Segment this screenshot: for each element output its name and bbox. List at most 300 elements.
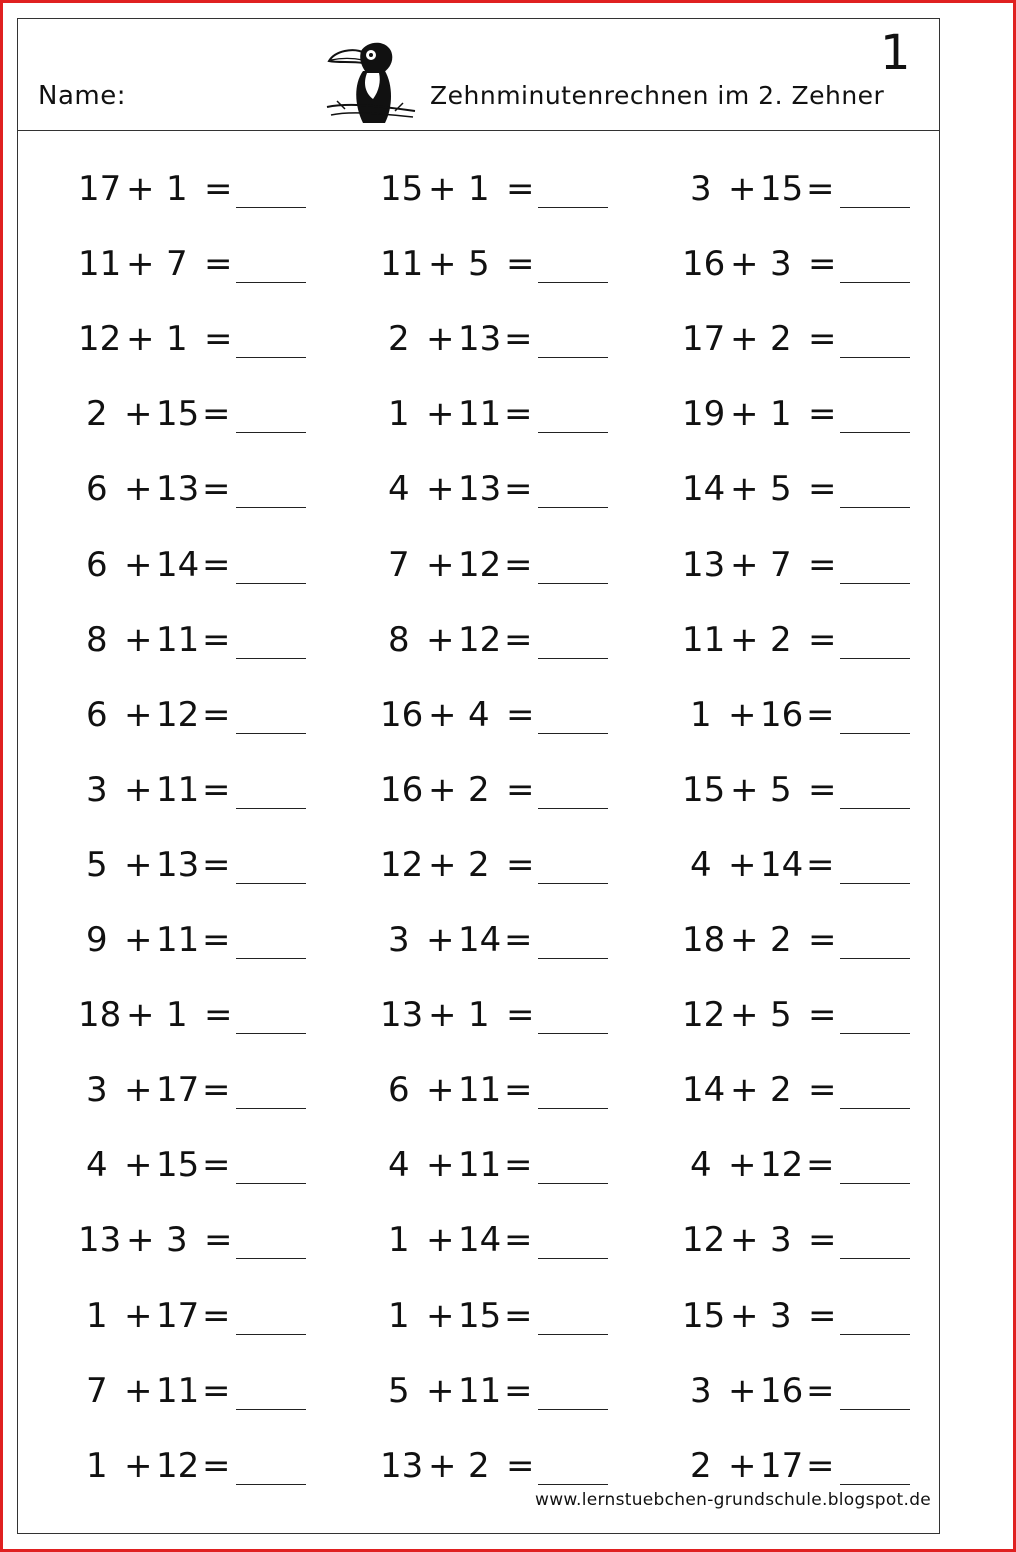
answer-line[interactable] <box>538 658 608 659</box>
equals-sign: = <box>202 769 231 810</box>
page-number: 1 <box>880 25 911 81</box>
equals-sign: = <box>504 1295 533 1336</box>
plus-sign: + <box>730 769 759 810</box>
first-addend: 12 <box>78 319 122 360</box>
exercise-item <box>380 244 620 284</box>
plus-sign: + <box>426 619 455 660</box>
plus-sign: + <box>124 544 153 585</box>
answer-line[interactable] <box>840 1033 910 1034</box>
first-addend: 15 <box>682 1295 726 1336</box>
equals-sign: = <box>204 995 233 1036</box>
exercise-item <box>682 695 922 735</box>
exercise-item <box>682 319 922 359</box>
exercise-item <box>380 1220 620 1260</box>
first-addend: 13 <box>78 1220 122 1261</box>
first-addend: 16 <box>380 769 424 810</box>
plus-sign: + <box>426 1370 455 1411</box>
second-addend: 15 <box>156 394 200 435</box>
second-addend: 14 <box>760 844 804 885</box>
first-addend: 11 <box>682 619 726 660</box>
answer-line[interactable] <box>236 282 306 283</box>
second-addend: 5 <box>770 469 792 510</box>
answer-line[interactable] <box>840 1409 910 1410</box>
exercise-item <box>78 1371 318 1411</box>
first-addend: 2 <box>86 394 108 435</box>
equals-sign: = <box>506 694 535 735</box>
plus-sign: + <box>730 1220 759 1261</box>
equals-sign: = <box>506 995 535 1036</box>
equals-sign: = <box>506 844 535 885</box>
first-addend: 3 <box>388 920 410 960</box>
second-addend: 11 <box>156 769 200 810</box>
first-addend: 9 <box>86 920 108 960</box>
plus-sign: + <box>730 995 759 1036</box>
first-addend: 16 <box>682 244 726 285</box>
answer-line[interactable] <box>840 1183 910 1184</box>
plus-sign: + <box>426 319 455 360</box>
first-addend: 11 <box>380 244 424 285</box>
first-addend: 3 <box>86 1070 108 1111</box>
equals-sign: = <box>204 1220 233 1261</box>
exercise-item <box>682 1220 922 1260</box>
answer-line[interactable] <box>538 808 608 809</box>
answer-line[interactable] <box>538 1409 608 1410</box>
answer-line[interactable] <box>840 282 910 283</box>
answer-line[interactable] <box>840 1108 910 1109</box>
plus-sign: + <box>124 1445 153 1486</box>
exercise-item <box>78 770 318 810</box>
second-addend: 11 <box>458 1145 502 1186</box>
first-addend: 13 <box>380 1445 424 1486</box>
exercise-item <box>380 319 620 359</box>
answer-line[interactable] <box>236 1258 306 1259</box>
equals-sign: = <box>202 394 231 435</box>
answer-line[interactable] <box>236 733 306 734</box>
plus-sign: + <box>728 1370 757 1411</box>
answer-line[interactable] <box>236 883 306 884</box>
answer-line[interactable] <box>840 432 910 433</box>
equals-sign: = <box>202 619 231 660</box>
equals-sign: = <box>506 169 535 209</box>
exercise-item <box>380 620 620 660</box>
answer-line[interactable] <box>538 583 608 584</box>
equals-sign: = <box>202 1070 231 1111</box>
answer-line[interactable] <box>538 357 608 358</box>
second-addend: 14 <box>458 920 502 960</box>
first-addend: 6 <box>86 694 108 735</box>
second-addend: 4 <box>468 694 490 735</box>
second-addend: 7 <box>166 244 188 285</box>
exercise-item <box>78 695 318 735</box>
first-addend: 11 <box>78 244 122 285</box>
answer-line[interactable] <box>236 507 306 508</box>
exercise-item <box>682 545 922 585</box>
answer-line[interactable] <box>840 357 910 358</box>
second-addend: 11 <box>458 1070 502 1111</box>
equals-sign: = <box>808 544 837 585</box>
answer-line[interactable] <box>840 1334 910 1335</box>
exercise-item <box>380 1446 620 1486</box>
plus-sign: + <box>126 1220 155 1261</box>
footer-url: www.lernstuebchen-grundschule.blogspot.de <box>535 1490 932 1510</box>
answer-line[interactable] <box>840 207 910 208</box>
equals-sign: = <box>202 1445 231 1486</box>
first-addend: 4 <box>388 1145 410 1186</box>
exercise-item <box>682 244 922 284</box>
second-addend: 12 <box>156 1445 200 1486</box>
second-addend: 3 <box>770 1295 792 1336</box>
answer-line[interactable] <box>236 958 306 959</box>
exercise-item <box>380 845 620 885</box>
answer-line[interactable] <box>840 1484 910 1485</box>
first-addend: 6 <box>86 469 108 510</box>
second-addend: 5 <box>770 995 792 1036</box>
equals-sign: = <box>504 544 533 585</box>
first-addend: 7 <box>388 544 410 585</box>
equals-sign: = <box>808 394 837 435</box>
first-addend: 16 <box>380 694 424 735</box>
first-addend: 4 <box>690 844 712 885</box>
equals-sign: = <box>202 1370 231 1411</box>
exercise-item <box>78 1070 318 1110</box>
second-addend: 11 <box>156 1370 200 1411</box>
second-addend: 7 <box>770 544 792 585</box>
equals-sign: = <box>202 694 231 735</box>
exercise-item <box>78 620 318 660</box>
exercise-item <box>682 920 922 960</box>
second-addend: 3 <box>770 244 792 285</box>
answer-line[interactable] <box>236 583 306 584</box>
plus-sign: + <box>124 694 153 735</box>
plus-sign: + <box>124 619 153 660</box>
answer-line[interactable] <box>538 1484 608 1485</box>
worksheet-title: Zehnminutenrechnen im 2. Zehner <box>430 81 885 110</box>
equals-sign: = <box>806 1445 835 1486</box>
first-addend: 3 <box>690 1370 712 1411</box>
answer-line[interactable] <box>236 808 306 809</box>
exercise-item <box>78 169 318 209</box>
plus-sign: + <box>124 469 153 510</box>
plus-sign: + <box>124 1370 153 1411</box>
exercise-item <box>78 1296 318 1336</box>
answer-line[interactable] <box>840 583 910 584</box>
answer-line[interactable] <box>236 658 306 659</box>
first-addend: 1 <box>690 694 712 735</box>
equals-sign: = <box>806 844 835 885</box>
equals-sign: = <box>504 1220 533 1261</box>
answer-line[interactable] <box>538 207 608 208</box>
exercise-item <box>78 1220 318 1260</box>
second-addend: 1 <box>468 995 490 1036</box>
first-addend: 3 <box>86 769 108 810</box>
first-addend: 4 <box>86 1145 108 1186</box>
plus-sign: + <box>124 1295 153 1336</box>
answer-line[interactable] <box>236 357 306 358</box>
toucan-icon <box>323 33 418 129</box>
plus-sign: + <box>730 1070 759 1111</box>
answer-line[interactable] <box>236 1334 306 1335</box>
equals-sign: = <box>808 244 837 285</box>
plus-sign: + <box>126 319 155 360</box>
second-addend: 2 <box>770 619 792 660</box>
answer-line[interactable] <box>538 958 608 959</box>
first-addend: 3 <box>690 169 712 209</box>
second-addend: 2 <box>468 769 490 810</box>
first-addend: 4 <box>690 1145 712 1186</box>
exercise-item <box>682 1070 922 1110</box>
first-addend: 14 <box>682 469 726 510</box>
plus-sign: + <box>124 394 153 435</box>
first-addend: 1 <box>388 1295 410 1336</box>
second-addend: 1 <box>468 169 490 209</box>
name-label: Name: <box>38 81 126 111</box>
plus-sign: + <box>426 1145 455 1186</box>
plus-sign: + <box>426 1295 455 1336</box>
plus-sign: + <box>728 844 757 885</box>
equals-sign: = <box>506 769 535 810</box>
second-addend: 3 <box>770 1220 792 1261</box>
exercise-item <box>682 770 922 810</box>
first-addend: 2 <box>388 319 410 360</box>
equals-sign: = <box>806 694 835 735</box>
first-addend: 1 <box>86 1445 108 1486</box>
first-addend: 6 <box>86 544 108 585</box>
answer-line[interactable] <box>840 1258 910 1259</box>
first-addend: 8 <box>86 619 108 660</box>
equals-sign: = <box>808 1220 837 1261</box>
second-addend: 11 <box>458 1370 502 1411</box>
plus-sign: + <box>426 469 455 510</box>
second-addend: 2 <box>770 319 792 360</box>
exercise-item <box>380 1070 620 1110</box>
exercise-item <box>682 1296 922 1336</box>
plus-sign: + <box>126 995 155 1036</box>
plus-sign: + <box>730 1295 759 1336</box>
equals-sign: = <box>808 619 837 660</box>
equals-sign: = <box>202 544 231 585</box>
second-addend: 17 <box>760 1445 804 1486</box>
equals-sign: = <box>808 1295 837 1336</box>
exercise-item <box>380 695 620 735</box>
plus-sign: + <box>728 1145 757 1186</box>
equals-sign: = <box>504 1145 533 1186</box>
second-addend: 16 <box>760 1370 804 1411</box>
equals-sign: = <box>202 1295 231 1336</box>
plus-sign: + <box>428 769 457 810</box>
exercise-item <box>380 1296 620 1336</box>
equals-sign: = <box>506 1445 535 1486</box>
plus-sign: + <box>426 394 455 435</box>
second-addend: 5 <box>468 244 490 285</box>
second-addend: 15 <box>156 1145 200 1186</box>
answer-line[interactable] <box>538 883 608 884</box>
equals-sign: = <box>204 319 233 360</box>
exercise-item <box>78 845 318 885</box>
second-addend: 12 <box>458 619 502 660</box>
first-addend: 5 <box>388 1370 410 1411</box>
plus-sign: + <box>728 1445 757 1486</box>
equals-sign: = <box>808 469 837 510</box>
second-addend: 13 <box>458 469 502 510</box>
equals-sign: = <box>806 169 835 209</box>
answer-line[interactable] <box>538 1108 608 1109</box>
second-addend: 2 <box>468 844 490 885</box>
second-addend: 17 <box>156 1070 200 1111</box>
plus-sign: + <box>426 1220 455 1261</box>
exercise-item <box>682 169 922 209</box>
first-addend: 4 <box>388 469 410 510</box>
equals-sign: = <box>504 1070 533 1111</box>
answer-line[interactable] <box>236 1183 306 1184</box>
first-addend: 18 <box>682 920 726 960</box>
answer-line[interactable] <box>840 808 910 809</box>
answer-line[interactable] <box>840 883 910 884</box>
exercise-item <box>380 469 620 509</box>
first-addend: 15 <box>380 169 424 209</box>
equals-sign: = <box>504 394 533 435</box>
second-addend: 13 <box>156 469 200 510</box>
second-addend: 1 <box>770 394 792 435</box>
answer-line[interactable] <box>236 432 306 433</box>
plus-sign: + <box>428 694 457 735</box>
equals-sign: = <box>506 244 535 285</box>
answer-line[interactable] <box>236 1033 306 1034</box>
answer-line[interactable] <box>236 1409 306 1410</box>
second-addend: 13 <box>458 319 502 360</box>
exercise-item <box>682 845 922 885</box>
exercise-item <box>78 394 318 434</box>
plus-sign: + <box>730 544 759 585</box>
plus-sign: + <box>428 844 457 885</box>
answer-line[interactable] <box>538 507 608 508</box>
answer-line[interactable] <box>236 1484 306 1485</box>
equals-sign: = <box>806 1145 835 1186</box>
answer-line[interactable] <box>840 658 910 659</box>
plus-sign: + <box>428 995 457 1036</box>
first-addend: 1 <box>388 394 410 435</box>
exercise-item <box>78 469 318 509</box>
answer-line[interactable] <box>538 1183 608 1184</box>
plus-sign: + <box>728 694 757 735</box>
second-addend: 13 <box>156 844 200 885</box>
plus-sign: + <box>124 1145 153 1186</box>
equals-sign: = <box>504 619 533 660</box>
second-addend: 11 <box>458 394 502 435</box>
second-addend: 2 <box>770 1070 792 1111</box>
first-addend: 13 <box>682 544 726 585</box>
plus-sign: + <box>730 920 759 960</box>
answer-line[interactable] <box>236 1108 306 1109</box>
answer-line[interactable] <box>538 733 608 734</box>
plus-sign: + <box>124 1070 153 1111</box>
equals-sign: = <box>504 920 533 960</box>
exercise-item <box>682 469 922 509</box>
exercise-item <box>78 1145 318 1185</box>
plus-sign: + <box>428 169 457 209</box>
equals-sign: = <box>202 920 231 960</box>
second-addend: 5 <box>770 769 792 810</box>
exercise-item <box>380 394 620 434</box>
equals-sign: = <box>808 995 837 1036</box>
first-addend: 12 <box>682 1220 726 1261</box>
exercise-item <box>682 1145 922 1185</box>
exercise-item <box>380 920 620 960</box>
second-addend: 11 <box>156 619 200 660</box>
first-addend: 18 <box>78 995 122 1036</box>
plus-sign: + <box>730 394 759 435</box>
equals-sign: = <box>504 469 533 510</box>
header-divider <box>18 130 939 131</box>
answer-line[interactable] <box>538 1334 608 1335</box>
exercise-item <box>380 1145 620 1185</box>
exercise-item <box>380 545 620 585</box>
exercise-item <box>380 169 620 209</box>
answer-line[interactable] <box>840 958 910 959</box>
first-addend: 14 <box>682 1070 726 1111</box>
exercise-item <box>682 995 922 1035</box>
first-addend: 13 <box>380 995 424 1036</box>
answer-line[interactable] <box>538 282 608 283</box>
equals-sign: = <box>202 844 231 885</box>
plus-sign: + <box>730 469 759 510</box>
plus-sign: + <box>728 169 757 209</box>
second-addend: 11 <box>156 920 200 960</box>
answer-line[interactable] <box>840 507 910 508</box>
answer-line[interactable] <box>840 733 910 734</box>
exercise-item <box>682 394 922 434</box>
exercise-item <box>380 770 620 810</box>
exercise-item <box>78 920 318 960</box>
second-addend: 12 <box>458 544 502 585</box>
second-addend: 15 <box>760 169 804 209</box>
second-addend: 2 <box>468 1445 490 1486</box>
answer-line[interactable] <box>538 432 608 433</box>
second-addend: 2 <box>770 920 792 960</box>
exercise-item <box>380 1371 620 1411</box>
first-addend: 2 <box>690 1445 712 1486</box>
first-addend: 1 <box>86 1295 108 1336</box>
plus-sign: + <box>426 1070 455 1111</box>
exercise-item <box>78 319 318 359</box>
second-addend: 12 <box>156 694 200 735</box>
answer-line[interactable] <box>236 207 306 208</box>
plus-sign: + <box>730 319 759 360</box>
first-addend: 19 <box>682 394 726 435</box>
first-addend: 17 <box>78 169 122 209</box>
exercise-item <box>682 1371 922 1411</box>
exercise-item <box>78 545 318 585</box>
answer-line[interactable] <box>538 1033 608 1034</box>
second-addend: 12 <box>760 1145 804 1186</box>
plus-sign: + <box>730 244 759 285</box>
exercise-item <box>682 620 922 660</box>
equals-sign: = <box>806 1370 835 1411</box>
equals-sign: = <box>808 319 837 360</box>
first-addend: 17 <box>682 319 726 360</box>
exercise-item <box>380 995 620 1035</box>
equals-sign: = <box>504 1370 533 1411</box>
plus-sign: + <box>124 844 153 885</box>
equals-sign: = <box>504 319 533 360</box>
first-addend: 6 <box>388 1070 410 1111</box>
answer-line[interactable] <box>538 1258 608 1259</box>
equals-sign: = <box>204 244 233 285</box>
first-addend: 12 <box>682 995 726 1036</box>
first-addend: 5 <box>86 844 108 885</box>
second-addend: 17 <box>156 1295 200 1336</box>
equals-sign: = <box>204 169 233 209</box>
plus-sign: + <box>124 769 153 810</box>
